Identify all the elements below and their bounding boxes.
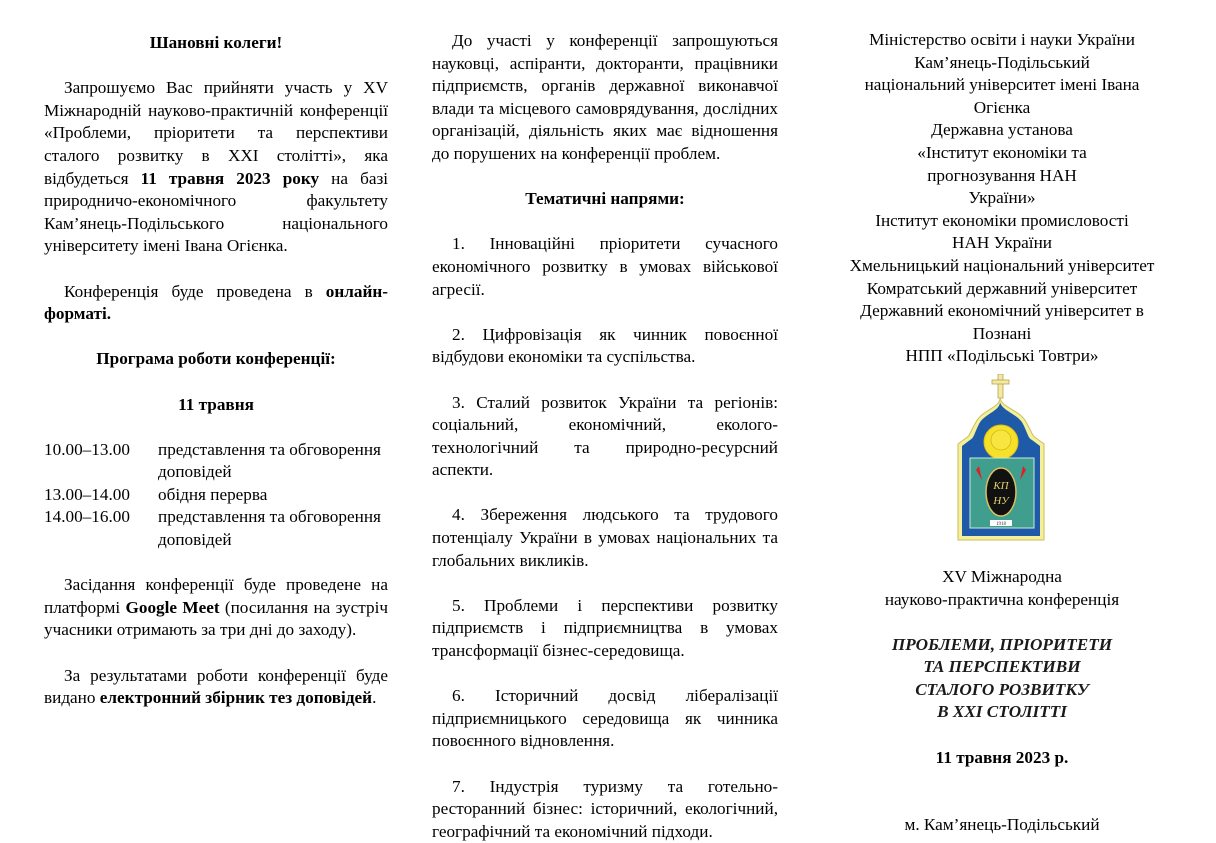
organizer: Інститут економіки промисловості	[875, 210, 1129, 230]
organizer: НАН України	[952, 233, 1052, 253]
schedule-event: представлення та обговорення доповідей	[158, 507, 381, 550]
format-paragraph	[44, 281, 388, 326]
schedule-time: 14.00–16.00	[44, 507, 130, 527]
conference-date: 11 травня 2023 р.	[935, 747, 1069, 767]
topic-item: 2. Цифровізація як чинник повоєнної відбудови економіки та суспільства.	[432, 324, 778, 367]
conference-label: XV Міжнародна	[942, 566, 1062, 586]
conference-type: науково-практична конференція	[884, 589, 1120, 609]
title-line: СТАЛОГО РОЗВИТКУ	[915, 679, 1089, 699]
title-line: В XXI СТОЛІТТІ	[937, 702, 1067, 722]
invite-text-2: на базі природничо-економічного факультету Кам’янець-Подільського національного університету імені Івана Огієнка.	[44, 168, 389, 256]
results-paragraph	[44, 665, 388, 710]
results-bold: електронний збірник тез доповідей	[99, 688, 373, 708]
participants-paragraph: До участі у конференції запрошуються науковці, аспіранти, докторанти, працівники підприємств, органів державної виконавчої влади та місцевого самоврядування, дослідних організацій, діяльність яких має відношення до порушених на конференції проблем.	[432, 31, 778, 163]
schedule-event: обідня перерва	[158, 484, 268, 504]
topic-item: 3. Сталий розвиток України та регіонів: соціальний, економічний, еколого-технологічний та природно-ресурсний аспекти.	[432, 392, 778, 480]
organizers	[820, 29, 1184, 368]
topic-item: 5. Проблеми і перспективи розвитку підприємств і підприємництва в умовах трансформації бізнес-середовища.	[432, 595, 778, 661]
organizer: Комратський державний університет	[866, 278, 1138, 298]
right-panel	[820, 29, 1184, 837]
topic-item: 6. Історичний досвід лібералізації підприємницького середовища як чинника повоєнного відновлення.	[432, 686, 778, 751]
organizer: Хмельницький національний університет	[849, 255, 1155, 275]
topic-item: 7. Індустрія туризму та готельно-ресторанний бізнес: історичний, екологічний, географічний та економічний підходи.	[432, 776, 778, 841]
topic-item: 4. Збереження людського та трудового потенціалу України в умовах національних та глобальних викликів.	[432, 505, 778, 570]
platform-text: Засідання конференції буде проведене на платформі	[44, 575, 388, 617]
results-text: За результатами роботи конференції буде видано	[44, 665, 388, 708]
topics-title: Тематичні напрями:	[525, 189, 685, 209]
results-text-2: .	[372, 688, 377, 708]
format-text: Конференція буде проведена в	[64, 281, 326, 301]
svg-text:КП: КП	[993, 479, 1009, 492]
organizer: «Інститут економіки та прогнозування НАН України»	[917, 142, 1087, 208]
university-logo	[952, 374, 1052, 544]
organizer: Міністерство освіти і науки України	[869, 30, 1135, 49]
invite-date: 11 травня 2023 року	[140, 168, 320, 188]
organizer: Державна установа	[931, 120, 1073, 140]
svg-text:НУ: НУ	[993, 494, 1009, 507]
format-bold: онлайн-форматі.	[44, 281, 388, 324]
city: м. Кам’янець-Подільський	[904, 815, 1100, 835]
program-title: Програма роботи конференції:	[96, 349, 336, 369]
platform-paragraph	[44, 574, 388, 642]
program-day: 11 травня	[178, 394, 254, 414]
platform-text-2: (посилання на зустріч учасники отримають за три дні до заходу).	[44, 597, 388, 640]
title-line: ПРОБЛЕМИ, ПРІОРИТЕТИ	[891, 634, 1113, 654]
organizer: НПП «Подільські Товтри»	[905, 346, 1099, 366]
invite-text: Запрошуємо Вас прийняти участь у XV Міжнародній науково-практичній конференції «Проблеми, пріоритети та перспективи сталого розвитку в XXI столітті», яка відбудеться	[44, 78, 388, 188]
greeting: Шановні колеги!	[149, 33, 283, 52]
schedule-time: 10.00–13.00	[44, 439, 130, 459]
schedule-time: 13.00–14.00	[44, 484, 130, 504]
left-panel	[44, 32, 388, 710]
svg-text:1918: 1918	[996, 521, 1006, 527]
schedule	[44, 439, 388, 552]
topic-item: 1. Інноваційні пріоритети сучасного економічного розвитку в умовах військової агресії.	[432, 234, 778, 299]
organizer: Кам’янець-Подільський національний університет імені Івана Огієнка	[864, 52, 1140, 117]
organizer: Державний економічний університет в Познані	[860, 301, 1144, 343]
title-line: ТА ПЕРСПЕКТИВИ	[923, 657, 1081, 677]
conference-title	[820, 634, 1184, 724]
schedule-event: представлення та обговорення доповідей	[158, 439, 381, 482]
middle-panel	[432, 30, 778, 843]
invitation-paragraph	[44, 77, 388, 258]
platform-name: Google Meet	[125, 597, 220, 617]
